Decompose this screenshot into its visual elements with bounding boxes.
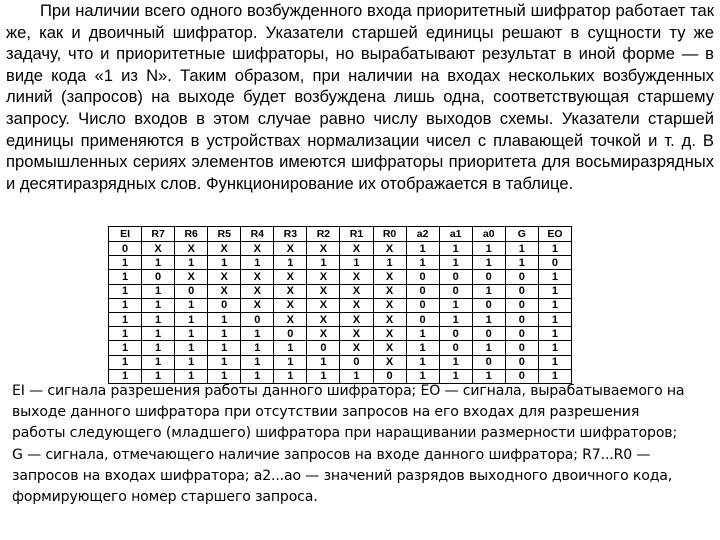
table-cell: 1 bbox=[439, 312, 472, 326]
table-cell: X bbox=[373, 355, 406, 369]
table-cell: X bbox=[340, 270, 373, 284]
table-cell: 1 bbox=[340, 369, 373, 383]
table-cell: 0 bbox=[505, 327, 538, 341]
table-cell: 1 bbox=[241, 341, 274, 355]
table-cell: 1 bbox=[307, 355, 340, 369]
table-header-cell: R5 bbox=[208, 227, 241, 242]
table-cell: 1 bbox=[109, 270, 142, 284]
table-cell: 1 bbox=[505, 242, 538, 256]
table-cell: 1 bbox=[142, 341, 175, 355]
table-cell: X bbox=[340, 327, 373, 341]
table-cell: 0 bbox=[505, 312, 538, 326]
table-cell: 1 bbox=[274, 369, 307, 383]
table-cell: 1 bbox=[142, 369, 175, 383]
table-cell: X bbox=[274, 270, 307, 284]
table-cell: 1 bbox=[175, 341, 208, 355]
table-cell: 0 bbox=[307, 341, 340, 355]
table-cell: 1 bbox=[439, 355, 472, 369]
table-cell: X bbox=[307, 270, 340, 284]
table-cell: X bbox=[274, 242, 307, 256]
table-cell: 1 bbox=[142, 312, 175, 326]
table-cell: 1 bbox=[274, 355, 307, 369]
table-cell: X bbox=[142, 242, 175, 256]
table-cell: 1 bbox=[109, 341, 142, 355]
table-row bbox=[109, 312, 572, 326]
table-header-cell: R0 bbox=[373, 227, 406, 242]
table-cell: X bbox=[373, 298, 406, 312]
table-row bbox=[109, 341, 572, 355]
table-cell: 1 bbox=[109, 327, 142, 341]
table-cell: 1 bbox=[241, 327, 274, 341]
table-cell: 0 bbox=[406, 298, 439, 312]
table-cell: 0 bbox=[472, 298, 505, 312]
table-cell: 1 bbox=[439, 256, 472, 270]
table-cell: 1 bbox=[175, 327, 208, 341]
body-paragraph bbox=[6, 0, 714, 194]
table-cell: 0 bbox=[406, 284, 439, 298]
table-cell: 0 bbox=[175, 284, 208, 298]
table-cell: 1 bbox=[208, 369, 241, 383]
table-cell: 1 bbox=[340, 256, 373, 270]
table-cell: X bbox=[373, 284, 406, 298]
table-cell: 1 bbox=[538, 242, 571, 256]
table-cell: 1 bbox=[406, 327, 439, 341]
table-cell: 0 bbox=[340, 355, 373, 369]
table-cell: X bbox=[241, 242, 274, 256]
table-cell: 1 bbox=[142, 298, 175, 312]
table-cell: 1 bbox=[538, 355, 571, 369]
table-cell: 0 bbox=[373, 369, 406, 383]
table-cell: 0 bbox=[472, 355, 505, 369]
table-cell: 0 bbox=[505, 369, 538, 383]
table-cell: 1 bbox=[175, 256, 208, 270]
table-header-cell: R3 bbox=[274, 227, 307, 242]
table-cell: 0 bbox=[109, 242, 142, 256]
table-cell: 1 bbox=[175, 355, 208, 369]
table-cell: 1 bbox=[472, 284, 505, 298]
table-row bbox=[109, 256, 572, 270]
table-cell: X bbox=[340, 341, 373, 355]
table-cell: 0 bbox=[505, 284, 538, 298]
table-header-cell: a2 bbox=[406, 227, 439, 242]
table-cell: X bbox=[175, 270, 208, 284]
table-cell: 1 bbox=[241, 355, 274, 369]
table-cell: 0 bbox=[472, 327, 505, 341]
table-cell: 1 bbox=[538, 284, 571, 298]
table-cell: 0 bbox=[406, 312, 439, 326]
table-cell: 0 bbox=[274, 327, 307, 341]
table-cell: 1 bbox=[208, 312, 241, 326]
table-cell: X bbox=[340, 312, 373, 326]
table-cell: 1 bbox=[109, 355, 142, 369]
table-cell: 0 bbox=[208, 298, 241, 312]
table-row bbox=[109, 284, 572, 298]
table-cell: X bbox=[307, 327, 340, 341]
table-cell: 1 bbox=[175, 298, 208, 312]
table-cell: 1 bbox=[208, 355, 241, 369]
table-cell: X bbox=[307, 242, 340, 256]
table-cell: 1 bbox=[142, 327, 175, 341]
table-row bbox=[109, 327, 572, 341]
table-cell: 0 bbox=[439, 270, 472, 284]
table-cell: 1 bbox=[142, 256, 175, 270]
table-header-cell: R4 bbox=[241, 227, 274, 242]
table-cell: X bbox=[208, 270, 241, 284]
table-row bbox=[109, 270, 572, 284]
table-cell: 1 bbox=[109, 369, 142, 383]
table-header-row bbox=[109, 227, 572, 242]
table-cell: 1 bbox=[307, 256, 340, 270]
table-cell: X bbox=[307, 298, 340, 312]
table-header-cell: R6 bbox=[175, 227, 208, 242]
table-cell: X bbox=[340, 284, 373, 298]
table-cell: 1 bbox=[307, 369, 340, 383]
table-cell: 1 bbox=[208, 341, 241, 355]
table-cell: 1 bbox=[538, 270, 571, 284]
paragraph-text: При наличии всего одного возбужденного входа приоритетный шифратор работает так же, как и двоичный шифратор. Указатели старшей единицы решают в сущности ту же задачу, что и приоритетные шифраторы, но вырабатывают результат в иной форме — в виде кода «1 из N». Таким образом, при наличии на входах нескольких возбужденных линий (запросов) на выходе будет возбуждена лишь одна, соответствующая старшему запросу. Число входов в этом случае равно числу выходов схемы. Указатели старшей единицы применяются в устройствах нормализации чисел с плавающей точкой и т. д. В промышленных сериях элементов имеются шифраторы приоритета для восьмиразрядных и десятиразрядных слов. Функционирование их отображается в таблице. bbox=[6, 1, 714, 193]
table-cell: 1 bbox=[274, 341, 307, 355]
table-cell: X bbox=[307, 284, 340, 298]
table-cell: X bbox=[208, 242, 241, 256]
table-cell: 1 bbox=[109, 256, 142, 270]
table-cell: X bbox=[307, 312, 340, 326]
table-cell: 1 bbox=[406, 341, 439, 355]
table-cell: 1 bbox=[439, 298, 472, 312]
table-cell: 1 bbox=[406, 256, 439, 270]
table-cell: X bbox=[373, 242, 406, 256]
table-cell: 1 bbox=[538, 298, 571, 312]
table-cell: X bbox=[274, 312, 307, 326]
legend-line: G — сигнала, отмечающего наличие запросов на входе данного шифратора; R7...R0 — bbox=[12, 446, 651, 463]
legend-line: выходе данного шифратора при отсутствии запросов на его входах для разрешения bbox=[12, 404, 640, 421]
table-header-cell: G bbox=[505, 227, 538, 242]
table-header-cell: R7 bbox=[142, 227, 175, 242]
table-cell: 1 bbox=[175, 312, 208, 326]
table-row bbox=[109, 355, 572, 369]
legend-text bbox=[12, 381, 716, 508]
table-cell: 0 bbox=[439, 327, 472, 341]
table-cell: 1 bbox=[538, 341, 571, 355]
table-cell: 1 bbox=[406, 355, 439, 369]
table-header-cell: a1 bbox=[439, 227, 472, 242]
table-header-cell: R1 bbox=[340, 227, 373, 242]
table-cell: 1 bbox=[472, 242, 505, 256]
table-cell: 0 bbox=[505, 298, 538, 312]
table-header-cell: EI bbox=[109, 227, 142, 242]
truth-table bbox=[108, 226, 572, 384]
table-cell: X bbox=[175, 242, 208, 256]
table-cell: X bbox=[373, 270, 406, 284]
table-cell: 1 bbox=[208, 256, 241, 270]
table-row bbox=[109, 298, 572, 312]
truth-table-container bbox=[108, 226, 572, 384]
table-cell: 1 bbox=[538, 327, 571, 341]
table-cell: 1 bbox=[439, 369, 472, 383]
table-cell: 1 bbox=[208, 327, 241, 341]
table-cell: 0 bbox=[505, 341, 538, 355]
table-body bbox=[109, 242, 572, 384]
table-row bbox=[109, 242, 572, 256]
table-cell: 1 bbox=[241, 256, 274, 270]
table-cell: 1 bbox=[175, 369, 208, 383]
table-cell: 1 bbox=[109, 298, 142, 312]
table-cell: 1 bbox=[373, 256, 406, 270]
table-cell: 1 bbox=[505, 256, 538, 270]
table-cell: 0 bbox=[439, 341, 472, 355]
table-header-cell: EO bbox=[538, 227, 571, 242]
table-cell: 0 bbox=[142, 270, 175, 284]
table-cell: 1 bbox=[142, 284, 175, 298]
table-cell: 1 bbox=[538, 369, 571, 383]
table-cell: 1 bbox=[472, 256, 505, 270]
table-cell: X bbox=[373, 341, 406, 355]
table-cell: X bbox=[274, 284, 307, 298]
table-cell: 0 bbox=[505, 355, 538, 369]
table-cell: X bbox=[340, 242, 373, 256]
legend-line: запросов на входах шифратора; a2...aо — значений разрядов выходного двоичного кода, bbox=[12, 467, 673, 484]
table-cell: 1 bbox=[472, 369, 505, 383]
table-cell: X bbox=[373, 312, 406, 326]
table-cell: 1 bbox=[538, 312, 571, 326]
table-cell: X bbox=[208, 284, 241, 298]
table-cell: 1 bbox=[472, 312, 505, 326]
table-cell: 1 bbox=[274, 256, 307, 270]
table-cell: 1 bbox=[109, 312, 142, 326]
legend-line: работы следующего (младшего) шифратора при наращивании размерности шифраторов; bbox=[12, 425, 678, 442]
table-cell: X bbox=[241, 270, 274, 284]
table-cell: X bbox=[274, 298, 307, 312]
table-cell: 0 bbox=[472, 270, 505, 284]
table-cell: X bbox=[373, 327, 406, 341]
table-cell: 1 bbox=[439, 242, 472, 256]
table-cell: 0 bbox=[538, 256, 571, 270]
legend-line: EI — сигнала разрешения работы данного шифратора; ЕО — сигнала, вырабатываемого на bbox=[12, 383, 685, 399]
table-cell: X bbox=[241, 298, 274, 312]
table-header-cell: R2 bbox=[307, 227, 340, 242]
table-header-cell: a0 bbox=[472, 227, 505, 242]
table-cell: 1 bbox=[241, 369, 274, 383]
table-cell: 0 bbox=[406, 270, 439, 284]
table-cell: 1 bbox=[472, 341, 505, 355]
table-cell: 1 bbox=[109, 284, 142, 298]
table-cell: 0 bbox=[439, 284, 472, 298]
table-cell: 1 bbox=[142, 355, 175, 369]
table-cell: X bbox=[241, 284, 274, 298]
table-cell: 0 bbox=[241, 312, 274, 326]
table-cell: 0 bbox=[505, 270, 538, 284]
table-cell: X bbox=[340, 298, 373, 312]
table-cell: 1 bbox=[406, 242, 439, 256]
legend-line: формирующего номер старшего запроса. bbox=[12, 489, 318, 506]
table-cell: 1 bbox=[406, 369, 439, 383]
